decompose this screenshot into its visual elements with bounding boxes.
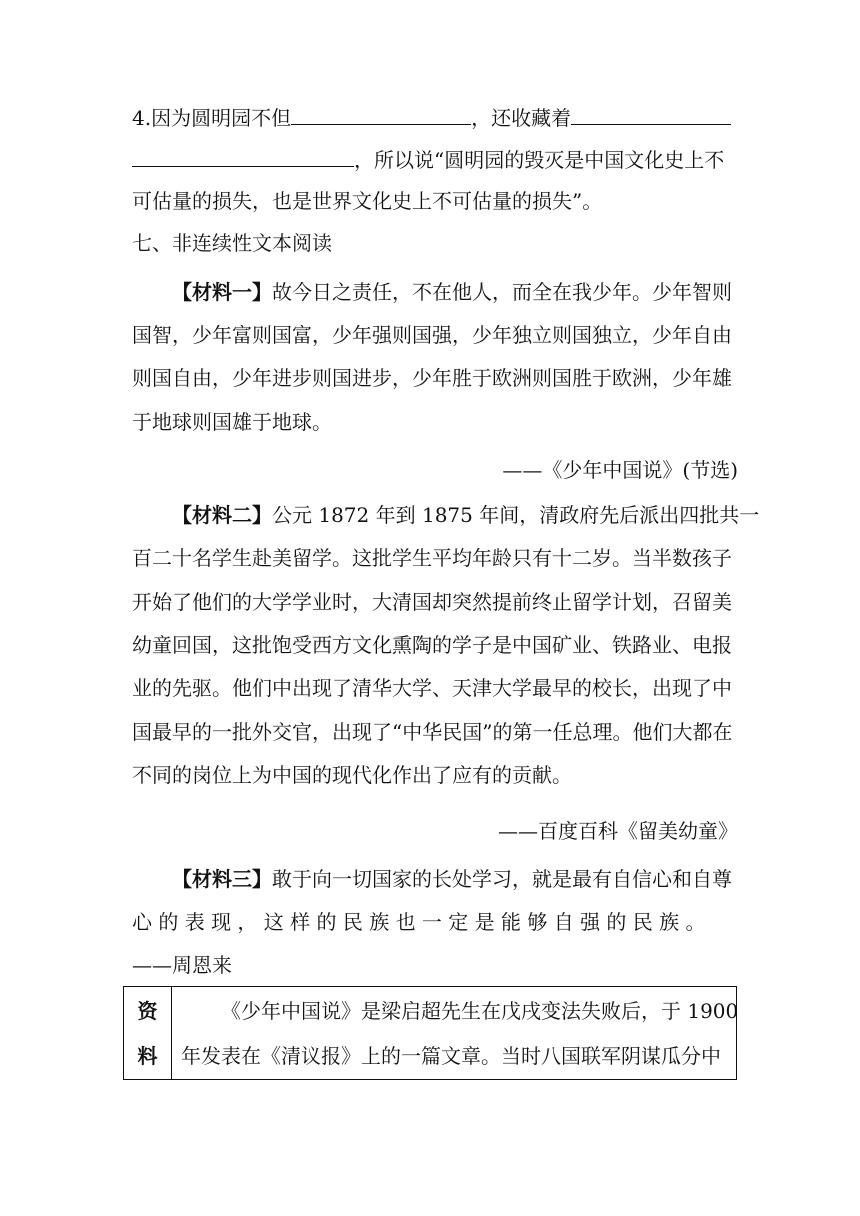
- material3-author: ——周恩来: [132, 953, 232, 977]
- table-header-char-1: 资: [137, 999, 158, 1023]
- answer-blank-1[interactable]: [291, 104, 471, 125]
- material1-source: ——《少年中国说》(节选): [502, 458, 738, 482]
- material3-label: 【材料三】: [172, 867, 272, 891]
- material1-label: 【材料一】: [172, 280, 272, 304]
- table-header-char-2: 料: [137, 1044, 158, 1068]
- question4-line3: 可估量的损失，也是世界文化史上不可估量的损失”。: [132, 189, 603, 213]
- material1-line2: 国智，少年富则国富，少年强则国强，少年独立则国独立，少年自由: [132, 323, 732, 347]
- material2-line6: 国最早的一批外交官，出现了“中华民国”的第一任总理。他们大都在: [132, 720, 733, 744]
- material1-line4: 于地球则国雄于地球。: [132, 410, 332, 434]
- material2-line4: 幼童回国，这批饱受西方文化熏陶的学子是中国矿业、铁路业、电报: [132, 633, 732, 657]
- material2-line1: 【材料二】公元 1872 年到 1875 年间，清政府先后派出四批共一: [172, 503, 760, 527]
- material1-line1: 【材料一】故今日之责任，不在他人，而全在我少年。少年智则: [172, 280, 732, 304]
- material3-line2: 心 的 表 现 ， 这 样 的 民 族 也 一 定 是 能 够 自 强 的 民 族 。: [132, 910, 706, 934]
- question4-text-part3: ，所以说“圆明园的毁灭是中国文化史上不: [354, 148, 725, 172]
- question4-line2: [132, 146, 738, 174]
- table-content-line2: 年发表在《清议报》上的一篇文章。当时八国联军阴谋瓜分中: [181, 1044, 721, 1068]
- material2-source: ——百度百科《留美幼童》: [498, 819, 738, 843]
- material2-line7: 不同的岗位上为中国的现代化作出了应有的贡献。: [132, 763, 572, 787]
- table-header-cell: [124, 987, 172, 1079]
- table-content-line1: 《少年中国说》是梁启超先生在戊戌变法失败后，于 1900: [221, 999, 739, 1023]
- material2-line3: 开始了他们的大学学业时，大清国却突然提前终止留学计划，召留美: [132, 590, 732, 614]
- question4-text-part2: ，还收藏着: [471, 106, 572, 130]
- material2-line5: 业的先驱。他们中出现了清华大学、天津大学最早的校长，出现了中: [132, 676, 732, 700]
- question4-text-part1: 4.因为圆明园不但: [132, 106, 292, 130]
- answer-blank-2[interactable]: [571, 104, 731, 125]
- answer-blank-3[interactable]: [132, 146, 354, 167]
- material2-line2: 百二十名学生赴美留学。这批学生平均年龄只有十二岁。当半数孩子: [132, 546, 732, 570]
- material1-line3: 则国自由，少年进步则国进步，少年胜于欧洲则国胜于欧洲，少年雄: [132, 366, 732, 390]
- reference-table: [123, 986, 737, 1080]
- material3-line1: 【材料三】敢于向一切国家的长处学习，就是最有自信心和自尊: [172, 867, 732, 891]
- table-content-cell: [181, 997, 739, 1070]
- material2-label: 【材料二】: [172, 503, 272, 527]
- section-title: 七、非连续性文本阅读: [132, 231, 332, 255]
- question4-line1: [132, 104, 738, 132]
